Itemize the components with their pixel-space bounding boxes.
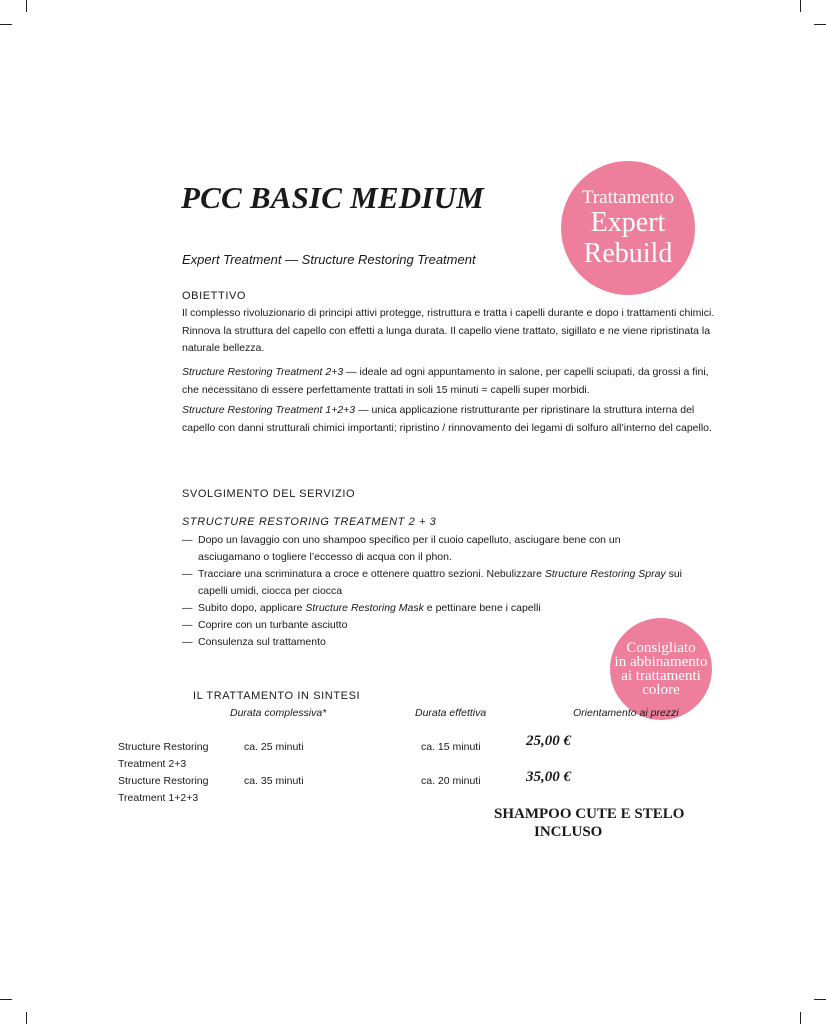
list-item <box>182 566 682 600</box>
service-steps-list <box>182 532 682 651</box>
table-cell-durata-effettiva: ca. 15 minuti <box>421 741 481 753</box>
crop-mark <box>26 0 27 12</box>
steps-treatment-title: STRUCTURE RESTORING TREATMENT 2 + 3 <box>182 516 437 528</box>
list-item <box>182 617 682 634</box>
table-cell-durata-complessiva: ca. 25 minuti <box>244 741 304 753</box>
badge-line: Trattamento <box>581 187 675 208</box>
crop-mark <box>800 0 801 12</box>
crop-mark <box>814 24 826 25</box>
product-name: Structure Restoring Spray <box>544 568 666 580</box>
row-name-line: Treatment 2+3 <box>118 758 187 770</box>
column-header-durata-effettiva: Durata effettiva <box>415 707 487 719</box>
crop-mark <box>26 1012 27 1024</box>
crop-mark <box>814 999 826 1000</box>
badge-line: Consigliato <box>626 640 696 656</box>
step-text: Subito dopo, applicare <box>198 602 306 614</box>
table-cell-durata-complessiva: ca. 35 minuti <box>244 775 304 787</box>
badge-line: Expert <box>590 207 666 238</box>
list-item <box>182 634 682 651</box>
consigliato-badge <box>610 618 712 720</box>
treatment-text: — ideale ad ogni appuntamento in salone, per capelli sciupati, da grossi a fini, che necessitano di essere perfettamente trattati in soli 15 minuti = capelli super morbidi. <box>182 366 709 396</box>
note-line: INCLUSO <box>534 824 603 840</box>
crop-mark <box>0 999 12 1000</box>
obiettivo-body: Il complesso rivoluzionario di principi attivi protegge, ristruttura e tratta i capelli durante e dopo i trattamenti chimici. Rinnova la struttura del capello con effetti a lunga durata. Il capello viene trattato, sigillato e ne viene ripristinata la naturale bellezza. <box>182 307 715 354</box>
obiettivo-heading: OBIETTIVO <box>182 290 247 302</box>
badge-line: ai trattamenti <box>621 668 701 684</box>
badge-line: in abbinamento <box>614 654 708 670</box>
page-subtitle: Expert Treatment — Structure Restoring Treatment <box>182 252 476 267</box>
badge-line: Rebuild <box>583 238 673 269</box>
shampoo-included-note <box>494 805 714 841</box>
treatment-name: Structure Restoring Treatment 1+2+3 <box>182 404 356 416</box>
badge-line: colore <box>642 682 680 698</box>
row-name-line: Structure Restoring <box>118 775 209 787</box>
table-cell-price: 25,00 € <box>526 733 571 749</box>
note-line: SHAMPOO CUTE E STELO <box>494 806 685 822</box>
step-text: e pettinare bene i capelli <box>423 602 541 614</box>
column-header-prezzi: Orientamento ai prezzi <box>573 707 679 719</box>
crop-mark <box>0 24 12 25</box>
treatment-1-2-3-description <box>182 402 722 437</box>
sintesi-heading: IL TRATTAMENTO IN SINTESI <box>193 690 361 702</box>
step-text: Tracciare una scriminatura a croce e ottenere quattro sezioni. Nebulizzare <box>198 568 545 580</box>
product-name: Structure Restoring Mask <box>305 602 424 614</box>
treatment-text: — unica applicazione ristrutturante per ripristinare la struttura interna del capello con danni strutturali chimici importanti; ripristino / rinnovamento dei legami di solfuro all’interno del capello. <box>182 404 712 434</box>
treatment-name: Structure Restoring Treatment 2+3 <box>182 366 344 378</box>
step-text: Coprire con un turbante asciutto <box>198 619 348 631</box>
list-item <box>182 600 682 617</box>
treatment-2-3-description <box>182 364 722 399</box>
page-title: PCC BASIC MEDIUM <box>181 180 484 215</box>
table-cell-durata-effettiva: ca. 20 minuti <box>421 775 481 787</box>
list-item <box>182 532 682 566</box>
crop-mark <box>800 1012 801 1024</box>
table-cell-price: 35,00 € <box>526 769 571 785</box>
expert-rebuild-badge <box>561 161 695 295</box>
svolgimento-heading: SVOLGIMENTO DEL SERVIZIO <box>182 488 356 500</box>
step-text: Dopo un lavaggio con uno shampoo specifico per il cuoio capelluto, asciugare bene con un asciugamano o togliere l’eccesso di acqua con il phon. <box>198 534 621 563</box>
column-header-durata-complessiva: Durata complessiva* <box>230 707 327 719</box>
row-name-line: Structure Restoring <box>118 741 209 753</box>
step-text: Consulenza sul trattamento <box>198 636 326 648</box>
table-row-name <box>118 739 208 773</box>
row-name-line: Treatment 1+2+3 <box>118 792 199 804</box>
step-text: sui capelli umidi, ciocca per ciocca <box>198 568 683 597</box>
table-row-name <box>118 773 208 807</box>
